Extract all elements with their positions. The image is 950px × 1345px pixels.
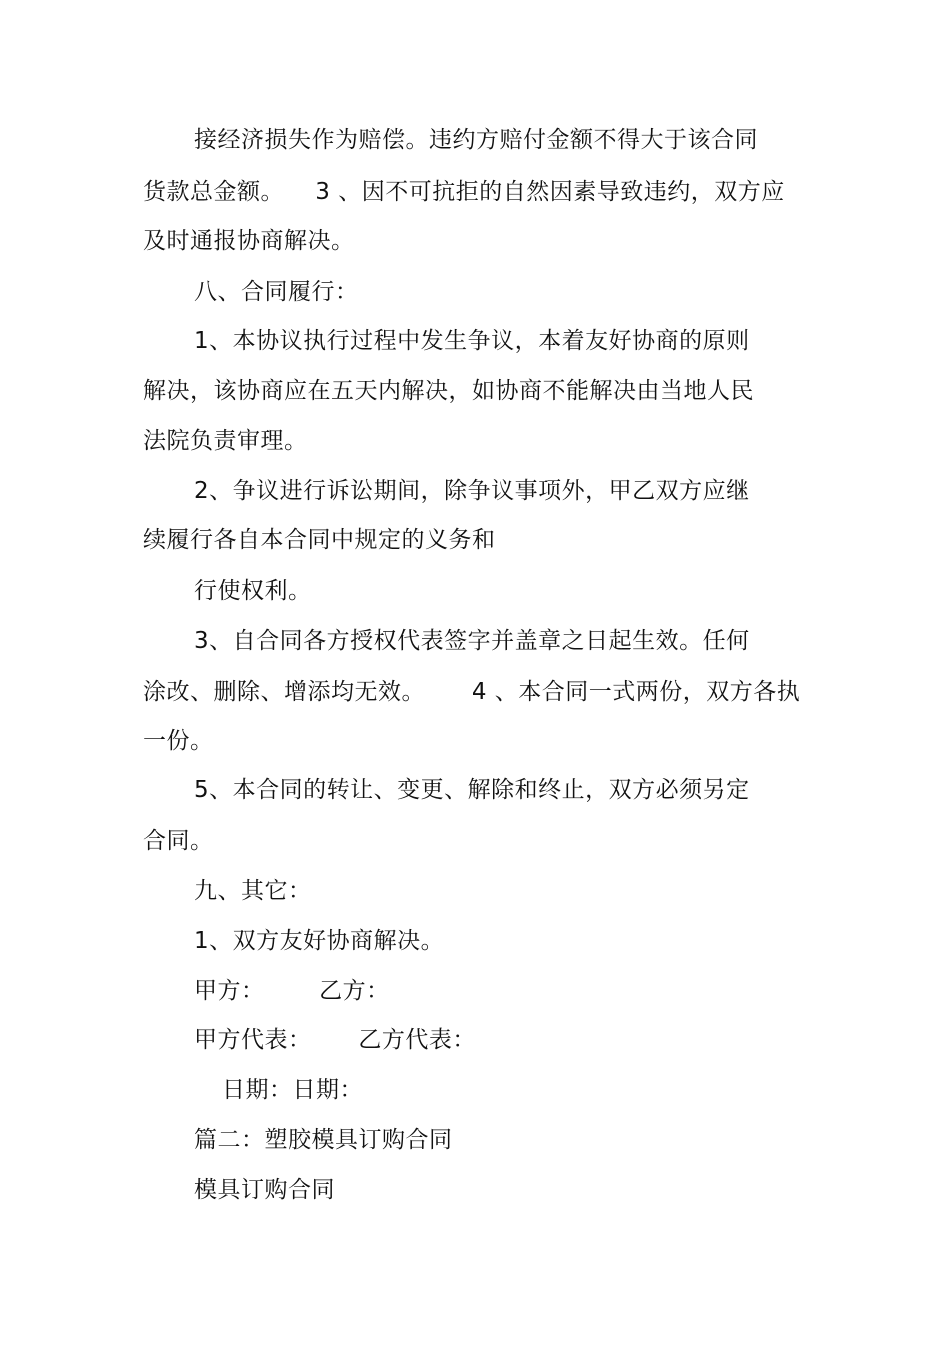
chapter-title: 篇二：塑胶模具订购合同: [194, 1127, 453, 1153]
text-line: 1、双方友好协商解决。: [194, 928, 445, 954]
text-line: 涂改、删除、增添均无效。 4 、本合同一式两份，双方各执: [143, 679, 801, 705]
text-line: 合同。: [143, 828, 214, 854]
text-line: 接经济损失作为赔偿。违约方赔付金额不得大于该合同: [194, 127, 758, 153]
text-line: 3、自合同各方授权代表签字并盖章之日起生效。任何: [194, 628, 750, 654]
section-heading: 八、合同履行：: [194, 279, 359, 305]
text-line: 续履行各自本合同中规定的义务和: [143, 527, 496, 553]
text-line: 及时通报协商解决。: [143, 228, 355, 254]
text-line: 解决，该协商应在五天内解决，如协商不能解决由当地人民: [143, 378, 754, 404]
text-line: 一份。: [143, 728, 214, 754]
text-line: 2、争议进行诉讼期间，除争议事项外，甲乙双方应继: [194, 478, 750, 504]
signature-representative-line: 甲方代表： 乙方代表：: [194, 1027, 476, 1053]
text-line: 1、本协议执行过程中发生争议，本着友好协商的原则: [194, 328, 750, 354]
text-line: 5、本合同的转让、变更、解除和终止，双方必须另定: [194, 777, 750, 803]
text-line: 法院负责审理。: [143, 428, 308, 454]
signature-party-line: 甲方： 乙方：: [194, 978, 390, 1004]
section-heading: 九、其它：: [194, 878, 312, 904]
contract-title: 模具订购合同: [194, 1177, 335, 1203]
text-line: 货款总金额。 3 、因不可抗拒的自然因素导致违约，双方应: [143, 179, 785, 205]
signature-date-line: 日期：日期：: [222, 1077, 363, 1103]
text-line: 行使权利。: [194, 578, 312, 604]
